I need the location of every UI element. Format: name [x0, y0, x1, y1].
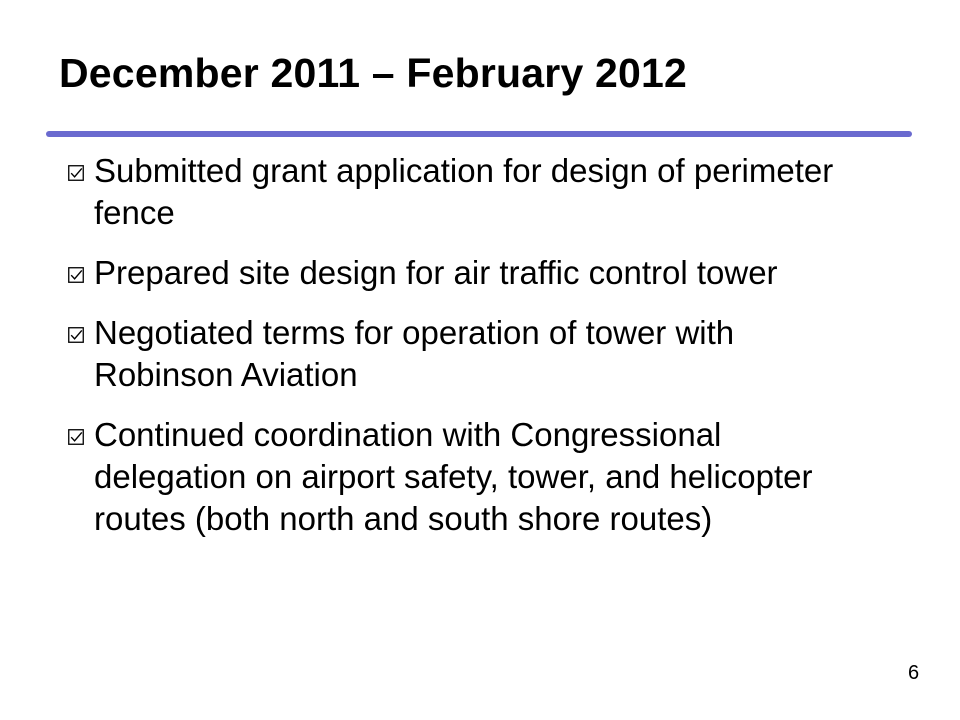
title-underline — [46, 131, 912, 137]
bullet-text: Submitted grant application for design of perimeter fence — [94, 152, 834, 231]
bullet-text: Continued coordination with Congressional delegation on airport safety, tower, and helicopter routes (both north and south shore routes) — [94, 416, 813, 537]
slide-number: 6 — [908, 662, 920, 684]
bullet-text: Prepared site design for air traffic control tower — [94, 254, 778, 291]
checkbox-checked-icon — [68, 165, 84, 181]
bullet-item — [58, 150, 878, 234]
checkbox-checked-icon — [68, 267, 84, 283]
bullet-item — [58, 252, 878, 294]
checkbox-checked-icon — [68, 327, 84, 343]
checkbox-checked-icon — [68, 429, 84, 445]
bullet-list — [58, 150, 878, 540]
bullet-item — [58, 414, 878, 540]
bullet-item — [58, 312, 878, 396]
bullet-text: Negotiated terms for operation of tower with Robinson Aviation — [94, 314, 735, 393]
slide-title: December 2011 – February 2012 — [59, 50, 688, 96]
